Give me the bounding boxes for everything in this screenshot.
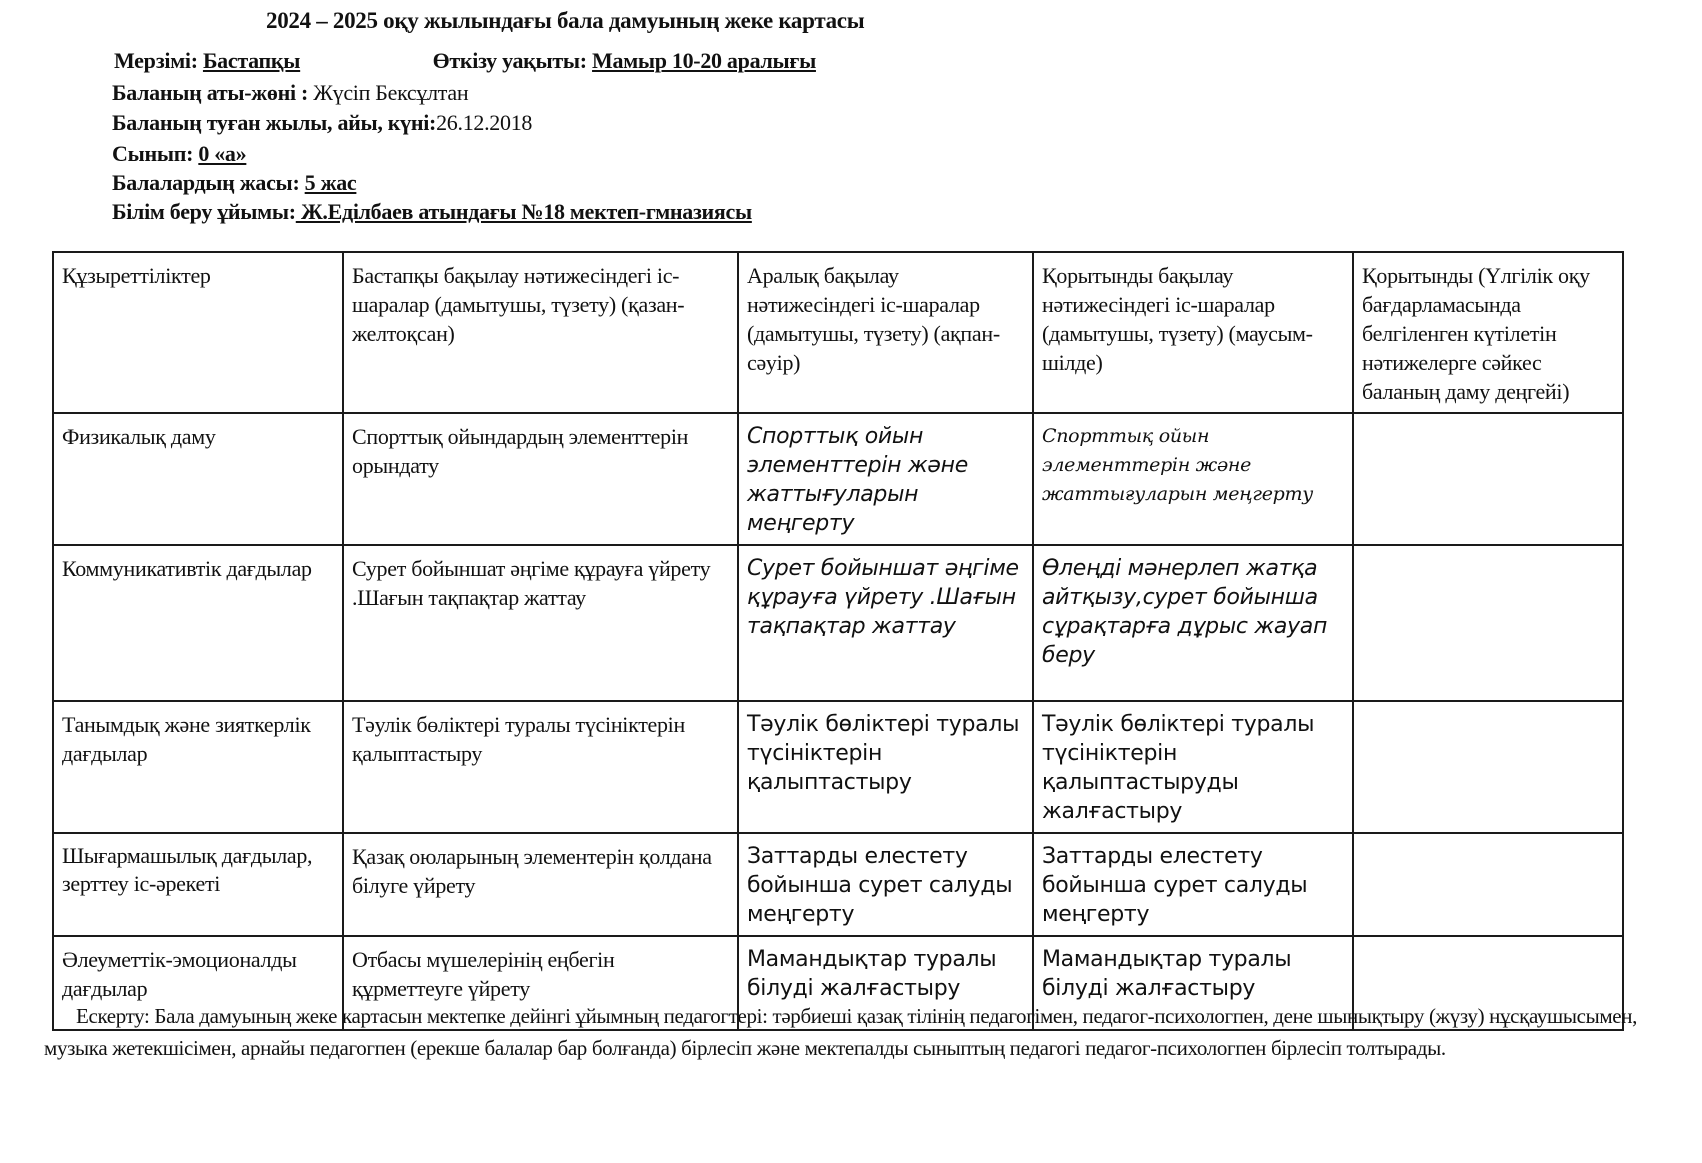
header-intermediate: Аралық бақылау нәтижесіндегі іс-шаралар (дамытушы, түзету) (ақпан-сәуір) [738, 252, 1033, 413]
intermediate-cell: Сурет бойыншат әңгіме құрауға үйрету .Шағын тақпақтар жаттау [738, 545, 1033, 701]
final-cell: Тәулік бөліктері туралы түсініктерін қалыптастыруды жалғастыру [1033, 701, 1353, 833]
initial-cell: Спорттық ойындардың элементтерін орындату [343, 413, 738, 545]
document-title: 2024 – 2025 оқу жылындағы бала дамуының жеке картасы [266, 8, 865, 33]
org-line [112, 199, 752, 225]
table-header-row [53, 252, 1623, 413]
header-initial: Бастапқы бақылау нәтижесіндегі іс-шаралар (дамытушы, түзету) (қазан-желтоқсан) [343, 252, 738, 413]
competency-cell: Шығармашылық дағдылар, зерттеу іс-әрекеті [53, 833, 343, 936]
header-competencies: Құзыреттіліктер [53, 252, 343, 413]
table-row [53, 833, 1623, 936]
table-row [53, 701, 1623, 833]
initial-cell: Қазақ оюларының элементерін қолдана білуге үйрету [343, 833, 738, 936]
period-line [114, 48, 816, 74]
development-card-table [52, 251, 1624, 1031]
intermediate-cell: Заттарды елестету бойынша сурет салуды меңгерту [738, 833, 1033, 936]
intermediate-cell: Мамандықтар туралы білуді жалғастыру [738, 936, 1033, 1030]
initial-cell: Тәулік бөліктері туралы түсініктерін қалыптастыру [343, 701, 738, 833]
result-cell[interactable] [1353, 833, 1623, 936]
intermediate-cell: Тәулік бөліктері туралы түсініктерін қалыптастыру [738, 701, 1033, 833]
competency-cell: Танымдық және зияткерлік дағдылар [53, 701, 343, 833]
class-label: Сынып: [112, 141, 194, 166]
competency-cell: Әлеуметтік-эмоционалды дағдылар [53, 936, 343, 1030]
name-label: Баланың аты-жөні : [112, 80, 309, 105]
org-label: Білім беру ұйымы: [112, 199, 296, 224]
final-cell: Заттарды елестету бойынша сурет салуды меңгерту [1033, 833, 1353, 936]
final-cell: Өлеңді мәнерлеп жатқа айтқызу,сурет бойынша сұрақтарға дұрыс жауап беру [1033, 545, 1353, 701]
age-label: Балалардың жасы: [112, 170, 300, 195]
competency-cell: Физикалық даму [53, 413, 343, 545]
dob-line [112, 110, 532, 136]
age-line [112, 170, 356, 196]
intermediate-cell: Спорттық ойын элементтерін және жаттығуларын меңгерту [738, 413, 1033, 545]
footnote: Ескерту: Бала дамуының жеке картасын мектепке дейінгі ұйымның педагогтері: тәрбиеші қазақ тілінің педагогімен, педагог-психологпен, дене шынықтыру (жүзу) нұсқаушысымен, музыка жетекшісімен, арнайы педагогпен (ерекше балалар бар болғанда) бірлесіп және мектепалды сыныптың педагогі педагог-психологпен бірлесіп толтырады. [44, 1004, 1638, 1060]
result-cell[interactable] [1353, 701, 1623, 833]
final-cell: Спорттық ойын элементтерін және жаттығуларын меңгерту [1033, 413, 1353, 545]
header-result: Қорытынды (Үлгілік оқу бағдарламасында белгіленген күтілетін нәтижелерге сәйкес баланың даму деңгейі) [1353, 252, 1623, 413]
time-value: Мамыр 10-20 аралығы [592, 48, 816, 73]
period-value: Бастапқы [202, 48, 301, 73]
class-value: 0 «а» [198, 141, 247, 166]
header-final: Қорытынды бақылау нәтижесіндегі іс-шаралар (дамытушы, түзету) (маусым-шілде) [1033, 252, 1353, 413]
final-cell: Мамандықтар туралы білуді жалғастыру [1033, 936, 1353, 1030]
initial-cell: Сурет бойыншат әңгіме құрауға үйрету .Шағын тақпақтар жаттау [343, 545, 738, 701]
age-value: 5 жас [304, 170, 357, 195]
table-row [53, 545, 1623, 701]
period-label: Мерзімі: [114, 48, 198, 73]
time-label: Өткізу уақыты: [432, 48, 587, 73]
org-value: Ж.Еділбаев атындағы №18 мектеп-гмназиясы [295, 199, 752, 224]
initial-cell: Отбасы мүшелерінің еңбегін құрметтеуге үйрету [343, 936, 738, 1030]
name-line [112, 80, 468, 106]
dob-value: 26.12.2018 [436, 110, 533, 135]
name-value: Жүсіп Бексұлтан [313, 80, 469, 105]
table-row [53, 413, 1623, 545]
result-cell[interactable] [1353, 545, 1623, 701]
result-cell[interactable] [1353, 413, 1623, 545]
competency-cell: Коммуникативтік дағдылар [53, 545, 343, 701]
dob-label: Баланың туған жылы, айы, күні: [112, 110, 437, 135]
class-line [112, 141, 246, 167]
